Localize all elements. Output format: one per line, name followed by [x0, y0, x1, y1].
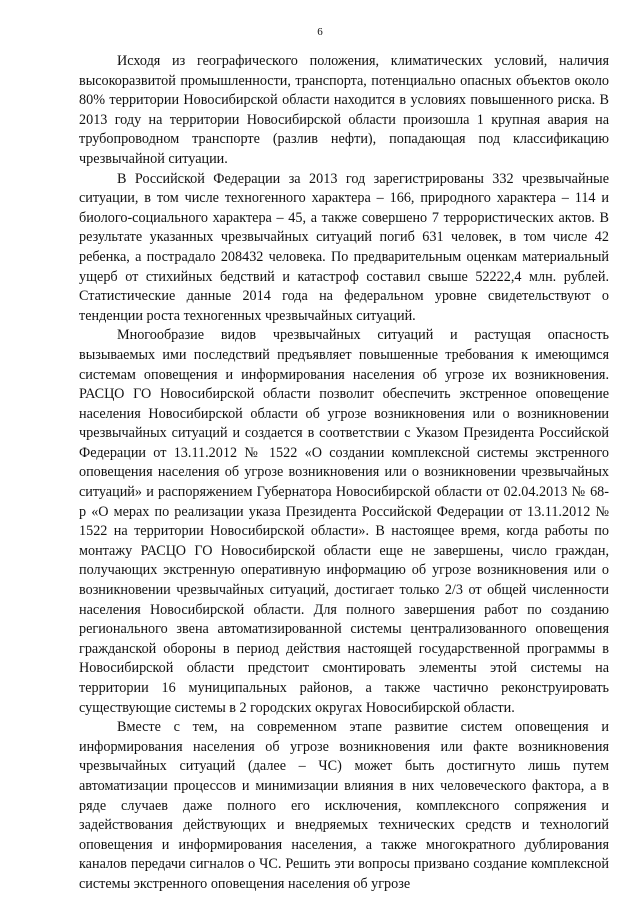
paragraph-automation: Вместе с тем, на современном этапе развитие систем оповещения и информирования населения об угрозе возникновения или факте возникновения чрезвычайных ситуаций (далее – ЧС) может быть достигнуто лишь путем автоматизации процессов и минимизации влияния в них человеческого фактора, а в ряде случаев даже полного его исключения, комплексного сопряжения и задействования действующих и внедряемых технических средств и технологий оповещения и информирования населения, а также многократного дублирования каналов передачи сигналов о ЧС. Решить эти вопросы призвано создание комплексной системы экстренного оповещения населения об угрозе [79, 719, 609, 892]
paragraph-warning-systems: Многообразие видов чрезвычайных ситуаций и растущая опасность вызываемых ими последствий предъявляет повышенные требования к имеющимся системам оповещения и информирования населения об угрозе их возникновения. РАСЦО ГО Новосибирской области позволит обеспечить экстренное оповещение населения Новосибирской области об угрозе возникновения или о возникновении чрезвычайных ситуаций и создается в соответствии с Указом Президента Российской Федерации от 13.11.2012 № 1522 «О создании комплексной системы экстренного оповещения населения об угрозе возникновения или о возникновении чрезвычайных ситуаций» и распоряжением Губернатора Новосибирской области от 02.04.2013 № 68-р «О мерах по реализации указа Президента Российской Федерации от 13.11.2012 № 1522 на территории Новосибирской области». В настоящее время, когда работы по монтажу РАСЦО ГО Новосибирской области еще не завершены, число граждан, получающих экстренную оперативную информацию об угрозе возникновения или о возникновении чрезвычайных ситуаций, достигает только 2/3 от общей численности населения Новосибирской области. Для полного завершения работ по созданию регионального звена автоматизированной системы централизованного оповещения гражданской обороны в период действия настоящей государственной программы в Новосибирской области предстоит смонтировать элементы этой системы на территории 16 муниципальных районов, а также частично реконструировать существующие системы в 2 городских округах Новосибирской области. [79, 327, 609, 716]
page-number: 6 [317, 26, 323, 38]
paragraph-emergency-statistics: В Российской Федерации за 2013 год зарегистрированы 332 чрезвычайные ситуации, в том числе техногенного характера – 166, природного характера – 114 и биолого-социального характера – 45, а также совершено 7 террористических актов. В результате указанных чрезвычайных ситуаций погиб 631 человек, в том числе 42 ребенка, а пострадало 208432 человека. По предварительным оценкам материальный ущерб от стихийных бедствий и катастроф составил свыше 52222,4 млн. рублей. Статистические данные 2014 года на федеральном уровне свидетельствуют о тенденции роста техногенных чрезвычайных ситуаций. [79, 170, 609, 324]
document-body [79, 52, 609, 895]
paragraph-geographic-risk: Исходя из географического положения, климатических условий, наличия высокоразвитой промышленности, транспорта, потенциально опасных объектов около 80% территории Новосибирской области находится в условиях повышенного риска. В 2013 году на территории Новосибирской области произошла 1 крупная авария на трубопроводном транспорте (разлив нефти), попадающая под классификацию чрезвычайной ситуации. [79, 53, 609, 167]
